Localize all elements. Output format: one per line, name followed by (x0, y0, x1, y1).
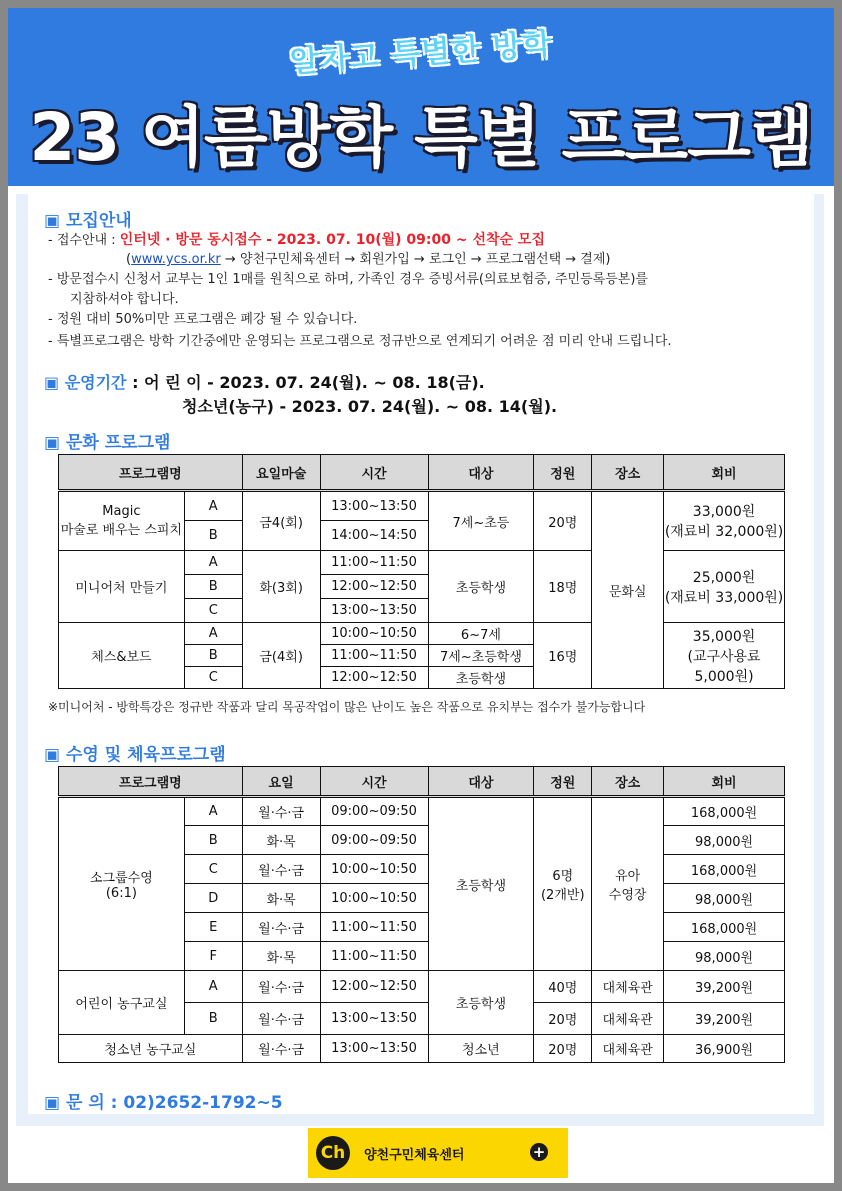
program-name: 어린이 농구교실 (59, 971, 185, 1035)
program-name (59, 797, 185, 971)
sports-col-day: 요일 (242, 767, 320, 797)
culture-col-cap: 정원 (534, 455, 592, 491)
time-cell: 13:00~13:50 (320, 1035, 428, 1063)
recruit-line1-prefix: - 접수안내 : (48, 233, 120, 248)
time-cell: 11:00~11:50 (320, 942, 428, 971)
fee-cell: 98,000원 (664, 884, 785, 913)
target-cell: 7세~초등 (428, 491, 534, 551)
fee-line1: 35,000원 (692, 628, 756, 645)
fee-cell: 168,000원 (664, 913, 785, 942)
program-name-line1: 소그룹수영 (90, 871, 153, 886)
recruit-line3b: 지참하셔야 합니다. (70, 292, 179, 307)
sports-col-target: 대상 (428, 767, 534, 797)
channel-icon: Ch (316, 1136, 350, 1170)
target-cell: 초등학생 (428, 971, 534, 1035)
time-cell: 11:00~11:50 (320, 551, 428, 575)
class-cell: A (184, 551, 242, 575)
day-cell: 월·수·금 (242, 855, 320, 884)
table-row (59, 491, 785, 521)
fee-cell: 36,900원 (664, 1035, 785, 1063)
class-cell: D (184, 884, 242, 913)
fee-cell (664, 491, 785, 551)
class-cell: F (184, 942, 242, 971)
channel-label: 양천구민체육센터 (364, 1148, 465, 1163)
place-cell: 대체육관 (592, 1003, 664, 1035)
culture-note: ※미니어처 - 방학특강은 정규반 작품과 달리 목공작업이 많은 난이도 높은 작품으로 유치부는 접수가 불가능합니다 (48, 700, 646, 714)
recruit-heading: ▣ 모집안내 (44, 211, 132, 231)
day-cell: 월·수·금 (242, 1035, 320, 1063)
time-cell: 13:00~13:50 (320, 1003, 428, 1035)
day-cell: 화·목 (242, 826, 320, 855)
table-row (59, 1035, 785, 1063)
target-cell: 6~7세 (428, 623, 534, 645)
culture-col-fee: 회비 (664, 455, 785, 491)
header-subtitle: 알차고 특별한 방학 (288, 26, 554, 81)
day-cell: 월·수·금 (242, 913, 320, 942)
program-name-line1: Magic (102, 504, 141, 519)
fee-line2: (재료비 33,000원) (664, 589, 784, 606)
recruit-line1-highlight: 인터넷 · 방문 동시접수 - 2023. 07. 10(월) 09:00 ~ 선착순 모집 (119, 232, 545, 248)
time-cell: 12:00~12:50 (320, 971, 428, 1003)
culture-col-place: 장소 (592, 455, 664, 491)
class-cell: B (184, 521, 242, 551)
culture-heading: ▣ 문화 프로그램 (44, 433, 171, 453)
recruit-line1 (48, 230, 545, 251)
page-title: 23 여름방학 특별 프로그램 (29, 99, 813, 176)
period-line1 (44, 370, 485, 393)
recruit-line3: - 방문접수시 신청서 교부는 1인 1매를 원칙으로 하며, 가족인 경우 증빙서류(의료보험증, 주민등록등본)를 (48, 272, 648, 287)
period-kids: 어 린 이 - 2023. 07. 24(월). ~ 08. 18(금). (144, 373, 485, 392)
fee-line2: (교구사용료 (687, 648, 761, 665)
place-cell (592, 797, 664, 971)
cap-line2: (2개반) (540, 888, 585, 903)
class-cell: C (184, 667, 242, 689)
class-cell: B (184, 1003, 242, 1035)
class-cell: C (184, 599, 242, 623)
time-cell: 12:00~12:50 (320, 575, 428, 599)
fee-cell: 39,200원 (664, 1003, 785, 1035)
culture-header-row (59, 455, 785, 491)
fee-cell: 39,200원 (664, 971, 785, 1003)
day-cell: 화·목 (242, 884, 320, 913)
cap-cell: 20명 (534, 491, 592, 551)
target-cell: 초등학생 (428, 551, 534, 623)
day-cell: 금(4회) (242, 623, 320, 689)
period-heading: ▣ 운영기간 (44, 373, 127, 392)
recruit-line2-rest: → 양천구민체육센터 → 회원가입 → 로그인 → 프로그램선택 → 결제) (220, 252, 611, 267)
target-cell: 초등학생 (428, 797, 534, 971)
fee-line1: 33,000원 (692, 504, 756, 520)
fee-line2: (재료비 32,000원) (664, 524, 784, 540)
class-cell: A (184, 797, 242, 826)
time-cell: 11:00~11:50 (320, 645, 428, 667)
class-cell: A (184, 491, 242, 521)
sports-col-cap: 정원 (534, 767, 592, 797)
time-cell: 12:00~12:50 (320, 667, 428, 689)
target-cell: 초등학생 (428, 667, 534, 689)
cap-cell (534, 797, 592, 971)
time-cell: 09:00~09:50 (320, 797, 428, 826)
fee-cell (664, 551, 785, 623)
fee-cell (664, 623, 785, 689)
class-cell: E (184, 913, 242, 942)
table-row (59, 971, 785, 1003)
fee-cell: 168,000원 (664, 855, 785, 884)
contact-info: ▣ 문 의 : 02)2652-1792~5 (44, 1093, 283, 1113)
fee-cell: 98,000원 (664, 826, 785, 855)
sports-col-place: 장소 (592, 767, 664, 797)
place-line2: 수영장 (608, 888, 647, 903)
sports-header-row (59, 767, 785, 797)
time-cell: 09:00~09:50 (320, 826, 428, 855)
cap-cell: 18명 (534, 551, 592, 623)
time-cell: 13:00~13:50 (320, 491, 428, 521)
period-youth: 청소년(농구) - 2023. 07. 24(월). ~ 08. 14(월). (182, 397, 558, 416)
fee-line1: 25,000원 (692, 569, 756, 586)
cap-cell: 40명 (534, 971, 592, 1003)
culture-table (58, 454, 785, 689)
culture-col-target: 대상 (428, 455, 534, 491)
place-line1: 유아 (615, 869, 641, 884)
class-cell: C (184, 855, 242, 884)
day-cell: 월·수·금 (242, 797, 320, 826)
time-cell: 10:00~10:50 (320, 884, 428, 913)
recruit-line2-open: ( (126, 252, 132, 267)
day-cell: 월·수·금 (242, 1003, 320, 1035)
program-name: 청소년 농구교실 (59, 1035, 243, 1063)
program-name: 체스&보드 (59, 623, 185, 689)
class-cell: A (184, 623, 242, 645)
culture-col-name: 프로그램명 (59, 455, 243, 491)
sports-heading: ▣ 수영 및 체육프로그램 (44, 745, 226, 765)
class-cell: B (184, 826, 242, 855)
class-cell: B (184, 575, 242, 599)
sports-col-time: 시간 (320, 767, 428, 797)
time-cell: 10:00~10:50 (320, 623, 428, 645)
culture-col-day: 요일마술 (242, 455, 320, 491)
header-banner (8, 8, 834, 186)
sports-col-name: 프로그램명 (59, 767, 243, 797)
program-name (59, 491, 185, 551)
fee-cell: 168,000원 (664, 797, 785, 826)
period-colon: : (126, 373, 145, 392)
program-name-line2: (6:1) (105, 886, 137, 901)
day-cell: 월·수·금 (242, 971, 320, 1003)
time-cell: 10:00~10:50 (320, 855, 428, 884)
time-cell: 11:00~11:50 (320, 913, 428, 942)
place-cell: 대체육관 (592, 1035, 664, 1063)
fee-line3: 5,000원) (694, 668, 754, 685)
recruit-line5: - 특별프로그램은 방학 기간중에만 운영되는 프로그램으로 정규반으로 연계되기 어려운 점 미리 안내 드립니다. (48, 334, 672, 349)
sports-col-fee: 회비 (664, 767, 785, 797)
page-frame (8, 8, 834, 1183)
day-cell: 금4(회) (242, 491, 320, 551)
table-row (59, 623, 785, 645)
cap-line1: 6명 (552, 869, 574, 884)
class-cell: B (184, 645, 242, 667)
plus-icon: + (530, 1143, 548, 1161)
target-cell: 청소년 (428, 1035, 534, 1063)
recruit-line2 (126, 250, 610, 270)
time-cell: 13:00~13:50 (320, 599, 428, 623)
fee-cell: 98,000원 (664, 942, 785, 971)
cap-cell: 20명 (534, 1035, 592, 1063)
class-cell: A (184, 971, 242, 1003)
cap-cell: 20명 (534, 1003, 592, 1035)
kakao-channel-button[interactable] (308, 1128, 568, 1178)
day-cell: 화(3회) (242, 551, 320, 623)
recruit-line4: - 정원 대비 50%미만 프로그램은 폐강 될 수 있습니다. (48, 312, 358, 327)
time-cell: 14:00~14:50 (320, 521, 428, 551)
target-cell: 7세~초등학생 (428, 645, 534, 667)
cap-cell: 16명 (534, 623, 592, 689)
table-row (59, 551, 785, 575)
website-link[interactable]: www.ycs.or.kr (131, 252, 221, 267)
place-cell: 문화실 (592, 491, 664, 689)
table-row (59, 797, 785, 826)
program-name-line2: 마술로 배우는 스피치 (60, 523, 183, 538)
program-name: 미니어처 만들기 (59, 551, 185, 623)
culture-col-time: 시간 (320, 455, 428, 491)
sports-table (58, 766, 785, 1063)
day-cell: 화·목 (242, 942, 320, 971)
place-cell: 대체육관 (592, 971, 664, 1003)
